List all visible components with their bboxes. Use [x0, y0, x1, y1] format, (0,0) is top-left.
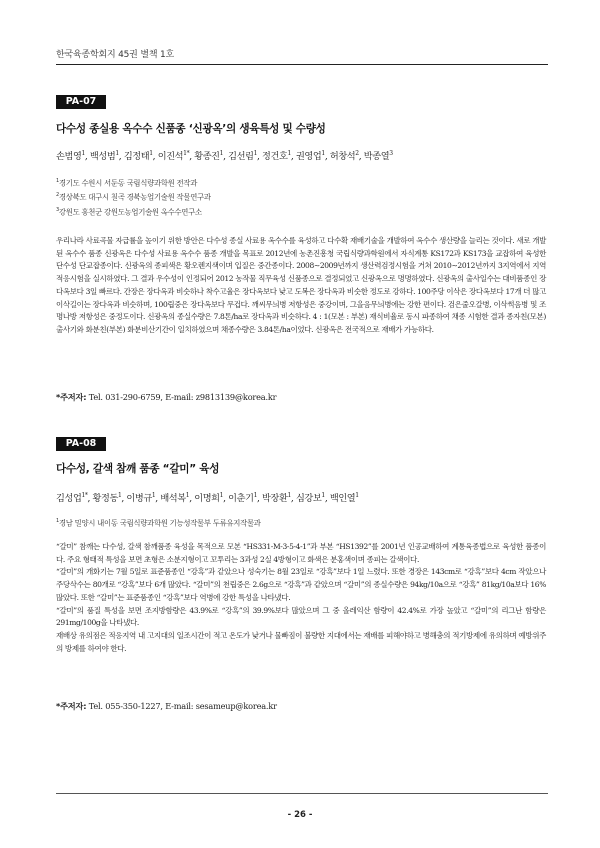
- author-affiliation-mark: 1: [149, 149, 153, 157]
- abstract-paragraph: 재배상 유의점은 적응지역 내 고지대의 일조시간이 적고 온도가 낮거나 물빠짐이 불량한 지대에서는 재배를 피해야하고 병해충의 적기방제에 유의하며 예방위주의 방제를 하여야 한다.: [56, 630, 546, 653]
- affiliation-mark: 1: [56, 518, 59, 524]
- author-affiliation-mark: 3: [389, 149, 393, 157]
- article-title: 다수성, 갈색 참깨 품종 “갈미” 육성: [56, 463, 220, 475]
- abstract-text: [56, 541, 546, 655]
- affiliation-line: [56, 189, 211, 203]
- author-affiliation-mark: 1: [321, 149, 325, 157]
- affiliation-text: 경기도 수원시 서둔동 국립식량과학원 전작과: [58, 178, 198, 188]
- page-number: - 26 -: [287, 810, 313, 820]
- affiliation-list: [56, 515, 261, 529]
- author-affiliation-mark: 1: [287, 491, 291, 499]
- author-name: 이명희: [194, 493, 220, 504]
- author-name: 배석복: [160, 493, 186, 504]
- author-name: 허창석: [329, 151, 356, 162]
- author-affiliation-mark: 1: [151, 491, 156, 499]
- contact-label: *주저자:: [56, 392, 87, 402]
- author-name: 박종열: [363, 151, 390, 162]
- author-name: 김성업: [56, 493, 82, 504]
- abstract-text: [56, 235, 546, 337]
- author-name: 권영업: [295, 151, 322, 162]
- author-affiliation-mark: 1: [219, 149, 224, 157]
- contact-label: *주저자:: [56, 701, 87, 711]
- affiliation-text: 강원도 홍천군 강원도농업기술원 옥수수연구소: [58, 207, 202, 217]
- affiliation-mark: 3: [56, 206, 59, 213]
- author-affiliation-mark: 1: [253, 149, 257, 157]
- author-affiliation-mark: 1: [219, 491, 224, 499]
- affiliation-list: [56, 175, 211, 218]
- affiliation-text: 경상북도 대구시 칠곡 경북농업기술원 작물연구과: [58, 192, 211, 202]
- abstract-paragraph: “갈미”의 품질 특성을 보면 조지방함량은 43.9%로 “강흑”의 39.9%보다 많았으며 그 중 올레익산 함량이 42.4%로 가장 높았고 “갈미”의 리그난 함량은 291mg/100g을 나타냈다.: [56, 605, 546, 628]
- article-title: 다수성 종실용 옥수수 신품종 ‘신광옥’의 생육특성 및 수량성: [56, 123, 326, 135]
- header-rule: [56, 64, 548, 65]
- author-name: 황종진: [194, 151, 220, 162]
- author-affiliation-mark: 1: [81, 149, 85, 157]
- author-affiliation-mark: 1: [185, 491, 190, 499]
- abstract-paragraph: 우리나라 사료곡물 자급률을 높이기 위한 방안은 다수성 종실 사료용 옥수수를 육성하고 다수확 재배기술을 개발하여 옥수수 생산량을 늘리는 것이다. 새로 개발된 옥수수 품종 신광옥은 다수성 사료용 옥수수 품종 개발을 목표로 2012년에 농촌진흥청 국립식량과학원에서 자식계통 KS172과 KS173을 교잡하여 육성한 단수성 단교잡종이다. 신광옥의 종피색은 황오렌지색이며 입질은 중간종이다. 2008∼2009년까지 생산력검정시험을 거쳐 2010∼2012년까지 3지역에서 지역적응시험을 실시하였다. 그 결과 우수성이 인정되어 2012 농작물 직무육성 신품종으로 결정되었고 신광옥으로 명명하였다. 신광옥의 출사일수는 대비품종인 장다옥보다 3일 빠르다. 간장은 장다옥과 비슷하나 착수고율은 장다옥보다 낮고 도복은 장다옥과 비슷한 정도로 강하다. 100주당 이삭은 장다옥보다 17개 더 많고 이삭길이는 장다옥과 비슷하며, 100립중은 장다옥보다 무겁다. 깨씨무늬병 저항성은 중강이며, 그을음무늬병에는 강한 편이다. 검은줄오갈병, 이삭썩음병 및 조명나방 저항성은 중정도이다. 신광옥의 종실수량은 7.8톤/ha로 장다옥과 비슷하다. 4 : 1(모본 : 부본) 재식비율로 동시 파종하여 채종 시험한 결과 종자친(모본) 출사기와 화분친(부본) 화분비산기간이 일치하였으며 채종수량은 3.84톤/ha이었다. 신광옥은 전국적으로 재배가 가능하다.: [56, 236, 546, 334]
- footer-rule: [56, 793, 548, 794]
- author-name: 김정태: [123, 151, 150, 162]
- affiliation-line: [56, 175, 211, 189]
- author-name: 박장환: [262, 493, 288, 504]
- corresponding-author: [56, 392, 276, 403]
- author-affiliation-mark: 2: [355, 149, 359, 157]
- article-badge: PA-07: [56, 95, 106, 109]
- author-name: 김선림: [228, 151, 254, 162]
- affiliation-mark: 1: [56, 178, 59, 184]
- author-name: 이춘기: [228, 493, 254, 504]
- abstract-paragraph: “갈미” 참깨는 다수성, 갈색 참깨품종 육성을 목적으로 모본 “HS331-M-3-5-4-1”과 부본 “HS1392”를 2001년 인공교배하여 계통육종법으로 육성한 품종이다. 주요 형태적 특성을 보면 초형은 소분지형이고 꼬투리는 3과성 2실 4방형이고 화색은 분홍색이며 종피는 갈색이다.: [56, 542, 546, 564]
- author-affiliation-mark: 1: [253, 491, 257, 499]
- author-name: 이병규: [126, 493, 152, 504]
- author-affiliation-mark: 1*: [183, 149, 190, 157]
- abstract-paragraph: “갈미”의 개화기는 7월 5일로 표준품종인 “강흑”과 같았으나 성숙기는 8월 23일로 “강흑”보다 1일 느렸다. 또한 경장은 143cm로 “강흑”보다 4cm 작았으나 주당삭수는 80개로 “강흑”보다 6개 많았다. “갈미”의 천립중은 2.6g으로 “강흑”과 같았으며 “갈미”의 종실수량은 94kg/10a으로 “강흑” 81kg/10a보다 16% 많았다. 또한 “갈미”는 표준품종인 “강흑”보다 역병에 강한 특성을 나타냈다.: [56, 567, 546, 602]
- author-name: 이진석: [157, 151, 184, 162]
- corresponding-author: [56, 701, 277, 712]
- contact-text: Tel. 031-290-6759, E-mail: z9813139@korea.kr: [88, 392, 277, 402]
- affiliation-line: [56, 515, 261, 529]
- author-name: 정건호: [262, 151, 288, 162]
- affiliation-line: [56, 204, 211, 218]
- affiliation-text: 경남 밀양시 내이동 국립식량과학원 기능성작물부 두류유지작물과: [58, 518, 261, 528]
- affiliation-mark: 2: [56, 192, 59, 199]
- author-name: 백성범: [89, 151, 116, 162]
- author-name: 손범영: [56, 151, 82, 162]
- author-affiliation-mark: 1: [355, 491, 359, 499]
- author-list: 김성업$^{1*}$, 황정동$^1$, 이병규$^1$, 배석복$^1$, 이명희$^1$, 이춘기$^1$, 박장환$^1$, 심강보$^1$, 백인열$^1$: [56, 491, 359, 504]
- author-affiliation-mark: 1: [321, 491, 325, 499]
- author-name: 심강보: [295, 493, 322, 504]
- author-name: 황정동: [92, 493, 118, 504]
- author-list: 손범영$^1$, 백성범$^1$, 김정태$^1$, 이진석$^{1*}$, 황종진$^1$, 김선림$^1$, 정건호$^1$, 권영업$^1$, 허창석$^2$, 박종열$^3$: [56, 149, 393, 162]
- author-affiliation-mark: 1*: [81, 491, 88, 499]
- author-name: 백인열: [329, 493, 356, 504]
- author-affiliation-mark: 1: [115, 149, 119, 157]
- contact-text: Tel. 055-350-1227, E-mail: sesameup@korea.kr: [88, 701, 277, 711]
- author-affiliation-mark: 1: [117, 491, 122, 499]
- journal-header: 한국육종학회지 45권 별책 1호: [56, 50, 174, 60]
- author-affiliation-mark: 1: [287, 149, 291, 157]
- article-badge: PA-08: [56, 437, 106, 451]
